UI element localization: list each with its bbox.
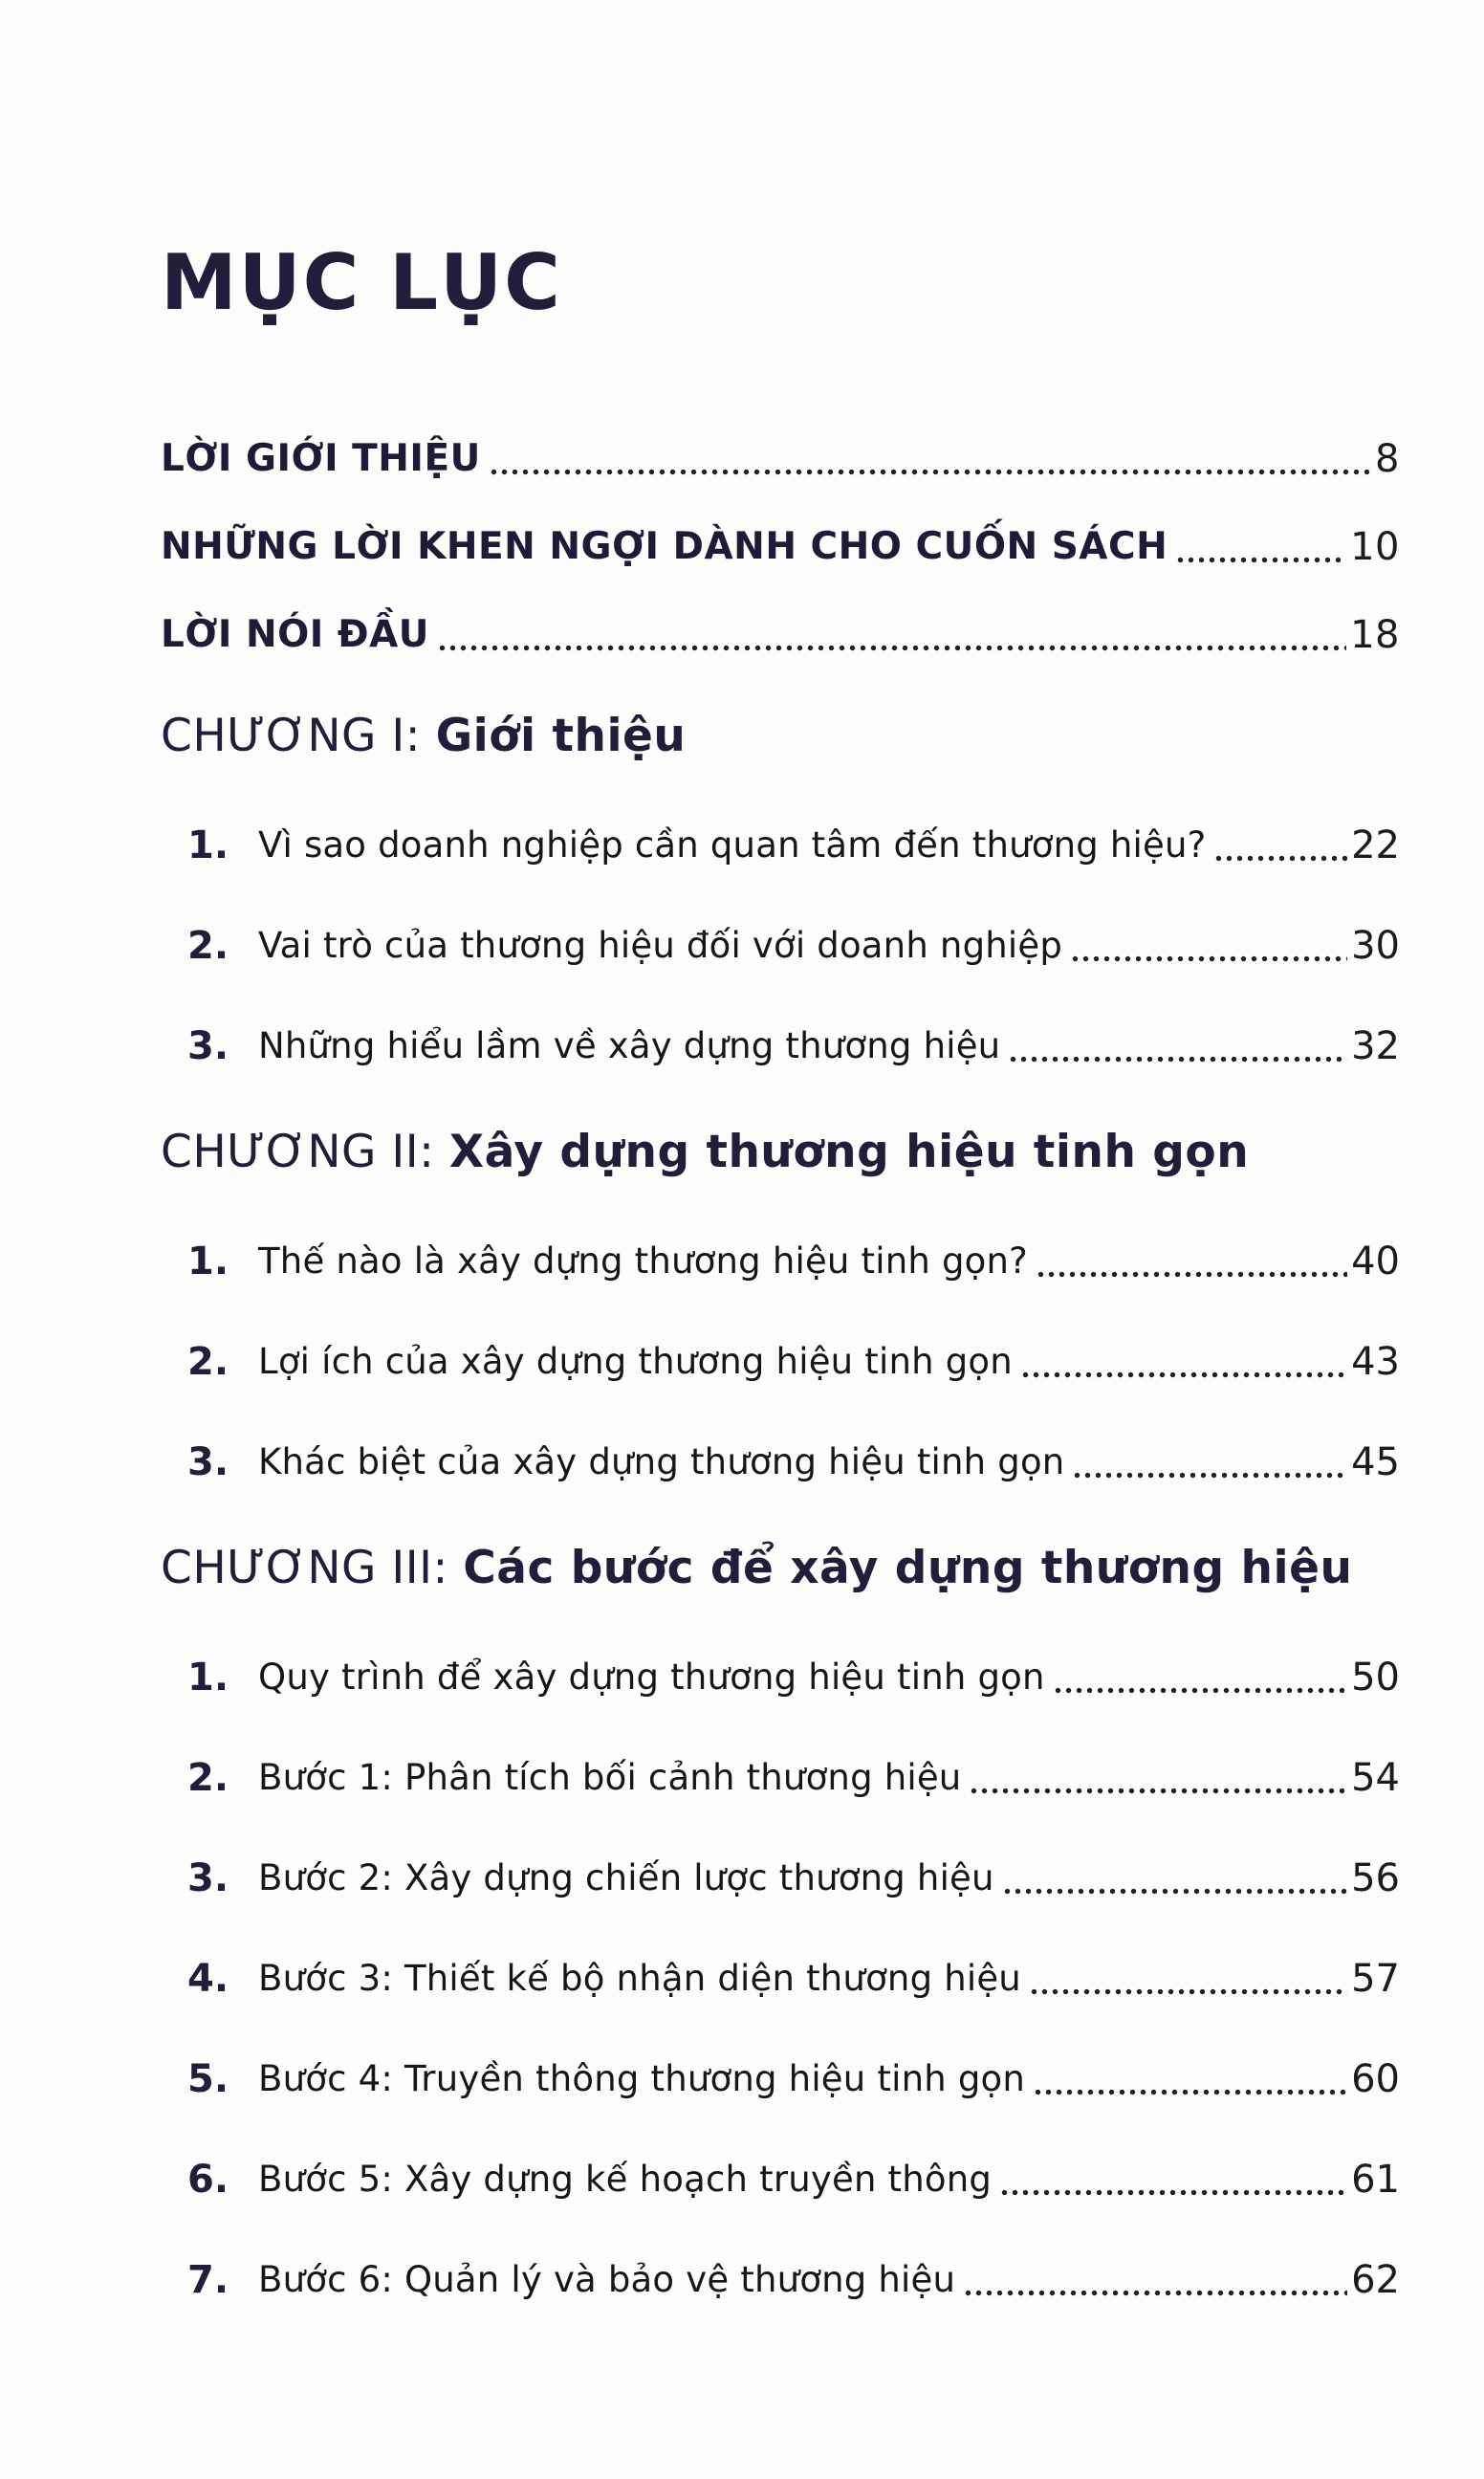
dot-leader xyxy=(999,2146,1347,2196)
chapter-section xyxy=(161,1122,1400,1487)
toc-entry xyxy=(161,1653,1400,1702)
toc-entry-page: 40 xyxy=(1351,1240,1400,1283)
toc-entry-number: 2. xyxy=(187,924,229,968)
toc-entry-page: 54 xyxy=(1351,1756,1400,1800)
toc-entry-number: 3. xyxy=(187,1440,229,1484)
toc-entry-label: Lợi ích của xây dựng thương hiệu tinh gọn xyxy=(258,1341,1013,1382)
chapter-section xyxy=(161,1538,1400,2305)
dot-leader xyxy=(1072,1429,1347,1479)
toc-entry-page: 61 xyxy=(1351,2158,1400,2202)
chapter-heading xyxy=(161,1538,1400,1599)
dot-leader xyxy=(1008,1013,1347,1063)
toc-entry-page: 10 xyxy=(1350,525,1400,569)
toc-entry xyxy=(161,2255,1400,2305)
dot-leader xyxy=(437,602,1346,651)
toc-entry xyxy=(161,921,1400,971)
toc-entry-label: Quy trình để xây dựng thương hiệu tinh gọn xyxy=(258,1656,1045,1698)
toc-entry-label: Những hiểu lầm về xây dựng thương hiệu xyxy=(258,1025,1001,1066)
chapter-title: Xây dựng thương hiệu tinh gọn xyxy=(448,1126,1250,1178)
toc-entry xyxy=(161,610,1400,660)
chapter-title: Các bước để xây dựng thương hiệu xyxy=(463,1542,1353,1594)
chapters xyxy=(161,706,1400,2305)
toc-entry xyxy=(161,821,1400,870)
toc-entry-label: NHỮNG LỜI KHEN NGỢI DÀNH CHO CUỐN SÁCH xyxy=(161,525,1168,568)
toc-entry-page: 50 xyxy=(1351,1656,1400,1700)
toc-entry-page: 18 xyxy=(1350,613,1400,657)
toc-entry xyxy=(161,2155,1400,2205)
toc-entry-label: Khác biệt của xây dựng thương hiệu tinh gọn xyxy=(258,1441,1065,1482)
toc-entry-number: 1. xyxy=(187,1656,229,1700)
dot-leader xyxy=(969,1744,1347,1794)
front-matter xyxy=(161,434,1400,660)
page-title: MỤC LỤC xyxy=(161,238,562,327)
toc-entry-label: Thế nào là xây dựng thương hiệu tinh gọn? xyxy=(258,1240,1028,1282)
toc-entry-number: 7. xyxy=(187,2258,229,2302)
toc-entry-number: 6. xyxy=(187,2158,229,2202)
toc-entry-page: 56 xyxy=(1351,1856,1400,1900)
chapter-section xyxy=(161,706,1400,1071)
toc-entry-label: LỜI NÓI ĐẦU xyxy=(161,613,429,656)
toc-entry-number: 5. xyxy=(187,2057,229,2101)
toc-entry-page: 22 xyxy=(1351,823,1400,867)
toc-entry xyxy=(161,1954,1400,2004)
chapter-prefix: CHƯƠNG II: xyxy=(161,1126,449,1178)
toc-entry-page: 43 xyxy=(1351,1340,1400,1384)
toc-entry-number: 1. xyxy=(187,1240,229,1283)
dot-leader xyxy=(1213,812,1347,862)
chapter-items xyxy=(161,821,1400,1071)
toc-entry-page: 32 xyxy=(1351,1024,1400,1068)
toc-entry xyxy=(161,2054,1400,2104)
dot-leader xyxy=(963,2247,1347,2296)
chapter-heading xyxy=(161,1122,1400,1183)
toc-entry-label: Vì sao doanh nghiệp cần quan tâm đến thương hiệu? xyxy=(258,824,1207,866)
toc-entry xyxy=(161,1337,1400,1387)
toc-entry-label: LỜI GIỚI THIỆU xyxy=(161,437,481,480)
toc-entry-label: Bước 1: Phân tích bối cảnh thương hiệu xyxy=(258,1757,962,1798)
toc-entry-label: Bước 3: Thiết kế bộ nhận diện thương hiệu xyxy=(258,1958,1021,1999)
dot-leader xyxy=(1070,912,1347,962)
toc-entry-number: 3. xyxy=(187,1856,229,1900)
dot-leader xyxy=(1175,514,1346,563)
toc-entry-page: 45 xyxy=(1351,1440,1400,1484)
toc-entry-number: 3. xyxy=(187,1024,229,1068)
toc-entry-label: Bước 2: Xây dựng chiến lược thương hiệu xyxy=(258,1857,994,1898)
toc-entry-number: 4. xyxy=(187,1957,229,2001)
dot-leader xyxy=(1053,1644,1347,1694)
dot-leader xyxy=(1033,2046,1347,2095)
dot-leader xyxy=(1002,1845,1347,1895)
toc-entry-label: Bước 4: Truyền thông thương hiệu tinh gọn xyxy=(258,2058,1026,2099)
toc-entry-label: Vai trò của thương hiệu đối với doanh nghiệp xyxy=(258,925,1063,966)
toc-entry xyxy=(161,1237,1400,1286)
chapter-title: Giới thiệu xyxy=(435,710,687,762)
dot-leader xyxy=(1029,1945,1347,1995)
toc-entry-label: Bước 5: Xây dựng kế hoạch truyền thông xyxy=(258,2159,993,2200)
toc-entry xyxy=(161,1854,1400,1903)
toc-entry xyxy=(161,1021,1400,1071)
toc-entry xyxy=(161,1753,1400,1803)
toc-entry-page: 57 xyxy=(1351,1957,1400,2001)
chapter-items xyxy=(161,1653,1400,2305)
toc-entry-number: 1. xyxy=(187,823,229,867)
toc-entry-number: 2. xyxy=(187,1756,229,1800)
chapter-items xyxy=(161,1237,1400,1487)
chapter-prefix: CHƯƠNG I: xyxy=(161,710,436,762)
toc-entry xyxy=(161,522,1400,572)
chapter-prefix: CHƯƠNG III: xyxy=(161,1542,464,1594)
toc-entry-page: 30 xyxy=(1351,924,1400,968)
dot-leader xyxy=(1036,1228,1347,1278)
dot-leader xyxy=(1020,1328,1347,1378)
chapter-heading xyxy=(161,706,1400,767)
toc-entry xyxy=(161,1437,1400,1487)
toc-entry-number: 2. xyxy=(187,1340,229,1384)
toc-entry-page: 60 xyxy=(1351,2057,1400,2101)
dot-leader xyxy=(489,426,1371,475)
toc-entry-page: 8 xyxy=(1375,437,1400,481)
toc-entry-label: Bước 6: Quản lý và bảo vệ thương hiệu xyxy=(258,2259,956,2300)
toc-entry xyxy=(161,434,1400,484)
toc-entry-page: 62 xyxy=(1351,2258,1400,2302)
